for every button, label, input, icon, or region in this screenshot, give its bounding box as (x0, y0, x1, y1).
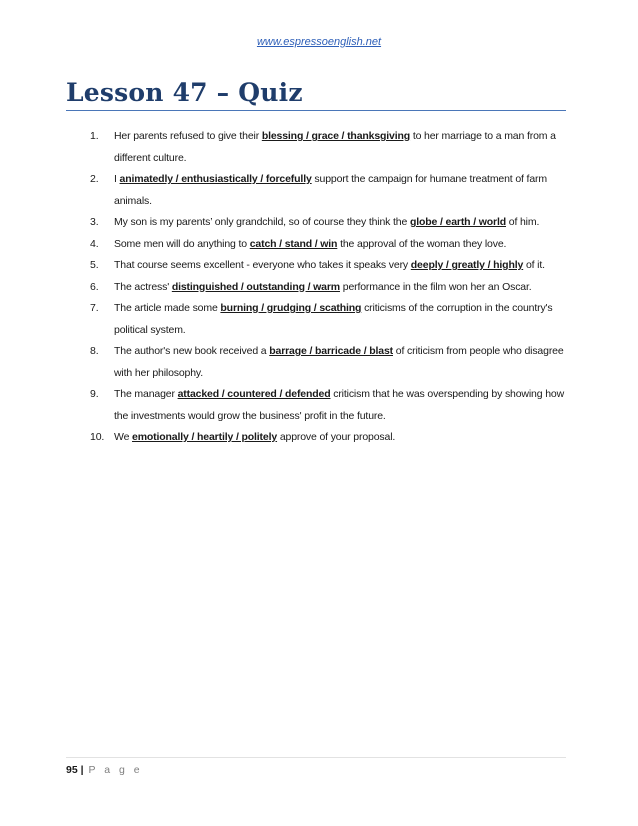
question-text-before: We (114, 431, 133, 443)
quiz-question (90, 427, 568, 449)
quiz-question (90, 384, 568, 427)
question-text-after: support the campaign for humane treatment of farm animals. (114, 173, 547, 207)
question-text-after: performance in the film won her an Oscar. (339, 280, 532, 293)
quiz-question (90, 169, 568, 212)
question-number: 5. (90, 259, 99, 271)
question-text-before: Some men will do anything to (114, 237, 250, 250)
question-number: 4. (90, 237, 99, 250)
quiz-question (90, 298, 568, 341)
question-text-after: approve of your proposal. (277, 431, 396, 443)
answer-choices: deeply / greatly / highly (410, 259, 524, 271)
answer-choices: emotionally / heartily / politely (132, 431, 278, 443)
question-text-before: The actress' (114, 280, 172, 293)
question-text-after: of criticism from people who disagree with her philosophy. (114, 345, 564, 379)
question-number: 3. (90, 216, 99, 228)
page-title: Lesson 47 – Quiz (66, 78, 303, 107)
page-number: 95 (66, 764, 78, 776)
footer-divider (66, 757, 566, 758)
question-text-before: My son is my parents’ only grandchild, so of course they think the (114, 216, 410, 228)
question-number: 1. (90, 130, 99, 142)
title-divider (66, 110, 566, 111)
answer-choices: animatedly / enthusiastically / forcefully (119, 173, 312, 185)
question-text-before: The article made some (114, 302, 221, 314)
page-label: P a g e (88, 764, 143, 776)
question-text-after: criticisms of the corruption in the country's political system. (114, 302, 553, 336)
quiz-question (90, 277, 568, 299)
page-footer (66, 764, 143, 776)
question-text-before: The author's new book received a (114, 345, 270, 357)
question-number: 9. (90, 388, 99, 400)
question-text-before: The manager (114, 388, 178, 400)
question-text-before: I (114, 173, 120, 185)
answer-choices: globe / earth / world (409, 216, 506, 228)
answer-choices: attacked / countered / defended (177, 388, 331, 400)
answer-choices: catch / stand / win (249, 237, 338, 250)
question-text-before: Her parents refused to give their (114, 130, 262, 142)
quiz-question (90, 341, 568, 384)
footer-separator: | (80, 764, 84, 776)
quiz-question (90, 126, 568, 169)
header-url-link[interactable]: www.espressoenglish.net (256, 36, 382, 48)
question-text-after: of it. (523, 259, 545, 271)
question-text-after: criticism that he was overspending by showing how the investments would grow the business' profit in the future. (114, 388, 565, 422)
answer-choices: blessing / grace / thanksgiving (261, 130, 411, 142)
question-text-after: of him. (506, 216, 540, 228)
quiz-question (90, 234, 568, 256)
question-text-after: to her marriage to a man from a different culture. (114, 130, 556, 164)
question-number: 8. (90, 345, 99, 357)
question-number: 10. (90, 431, 105, 443)
answer-choices: burning / grudging / scathing (220, 302, 362, 314)
quiz-question (90, 212, 568, 234)
question-number: 7. (90, 302, 99, 314)
question-text-after: the approval of the woman they love. (337, 237, 507, 250)
question-text-before: That course seems excellent - everyone who takes it speaks very (114, 259, 411, 271)
quiz-list (90, 126, 568, 449)
answer-choices: barrage / barricade / blast (269, 345, 393, 357)
question-number: 6. (90, 280, 99, 293)
question-number: 2. (90, 173, 99, 185)
quiz-question (90, 255, 568, 277)
answer-choices: distinguished / outstanding / warm (171, 280, 340, 293)
